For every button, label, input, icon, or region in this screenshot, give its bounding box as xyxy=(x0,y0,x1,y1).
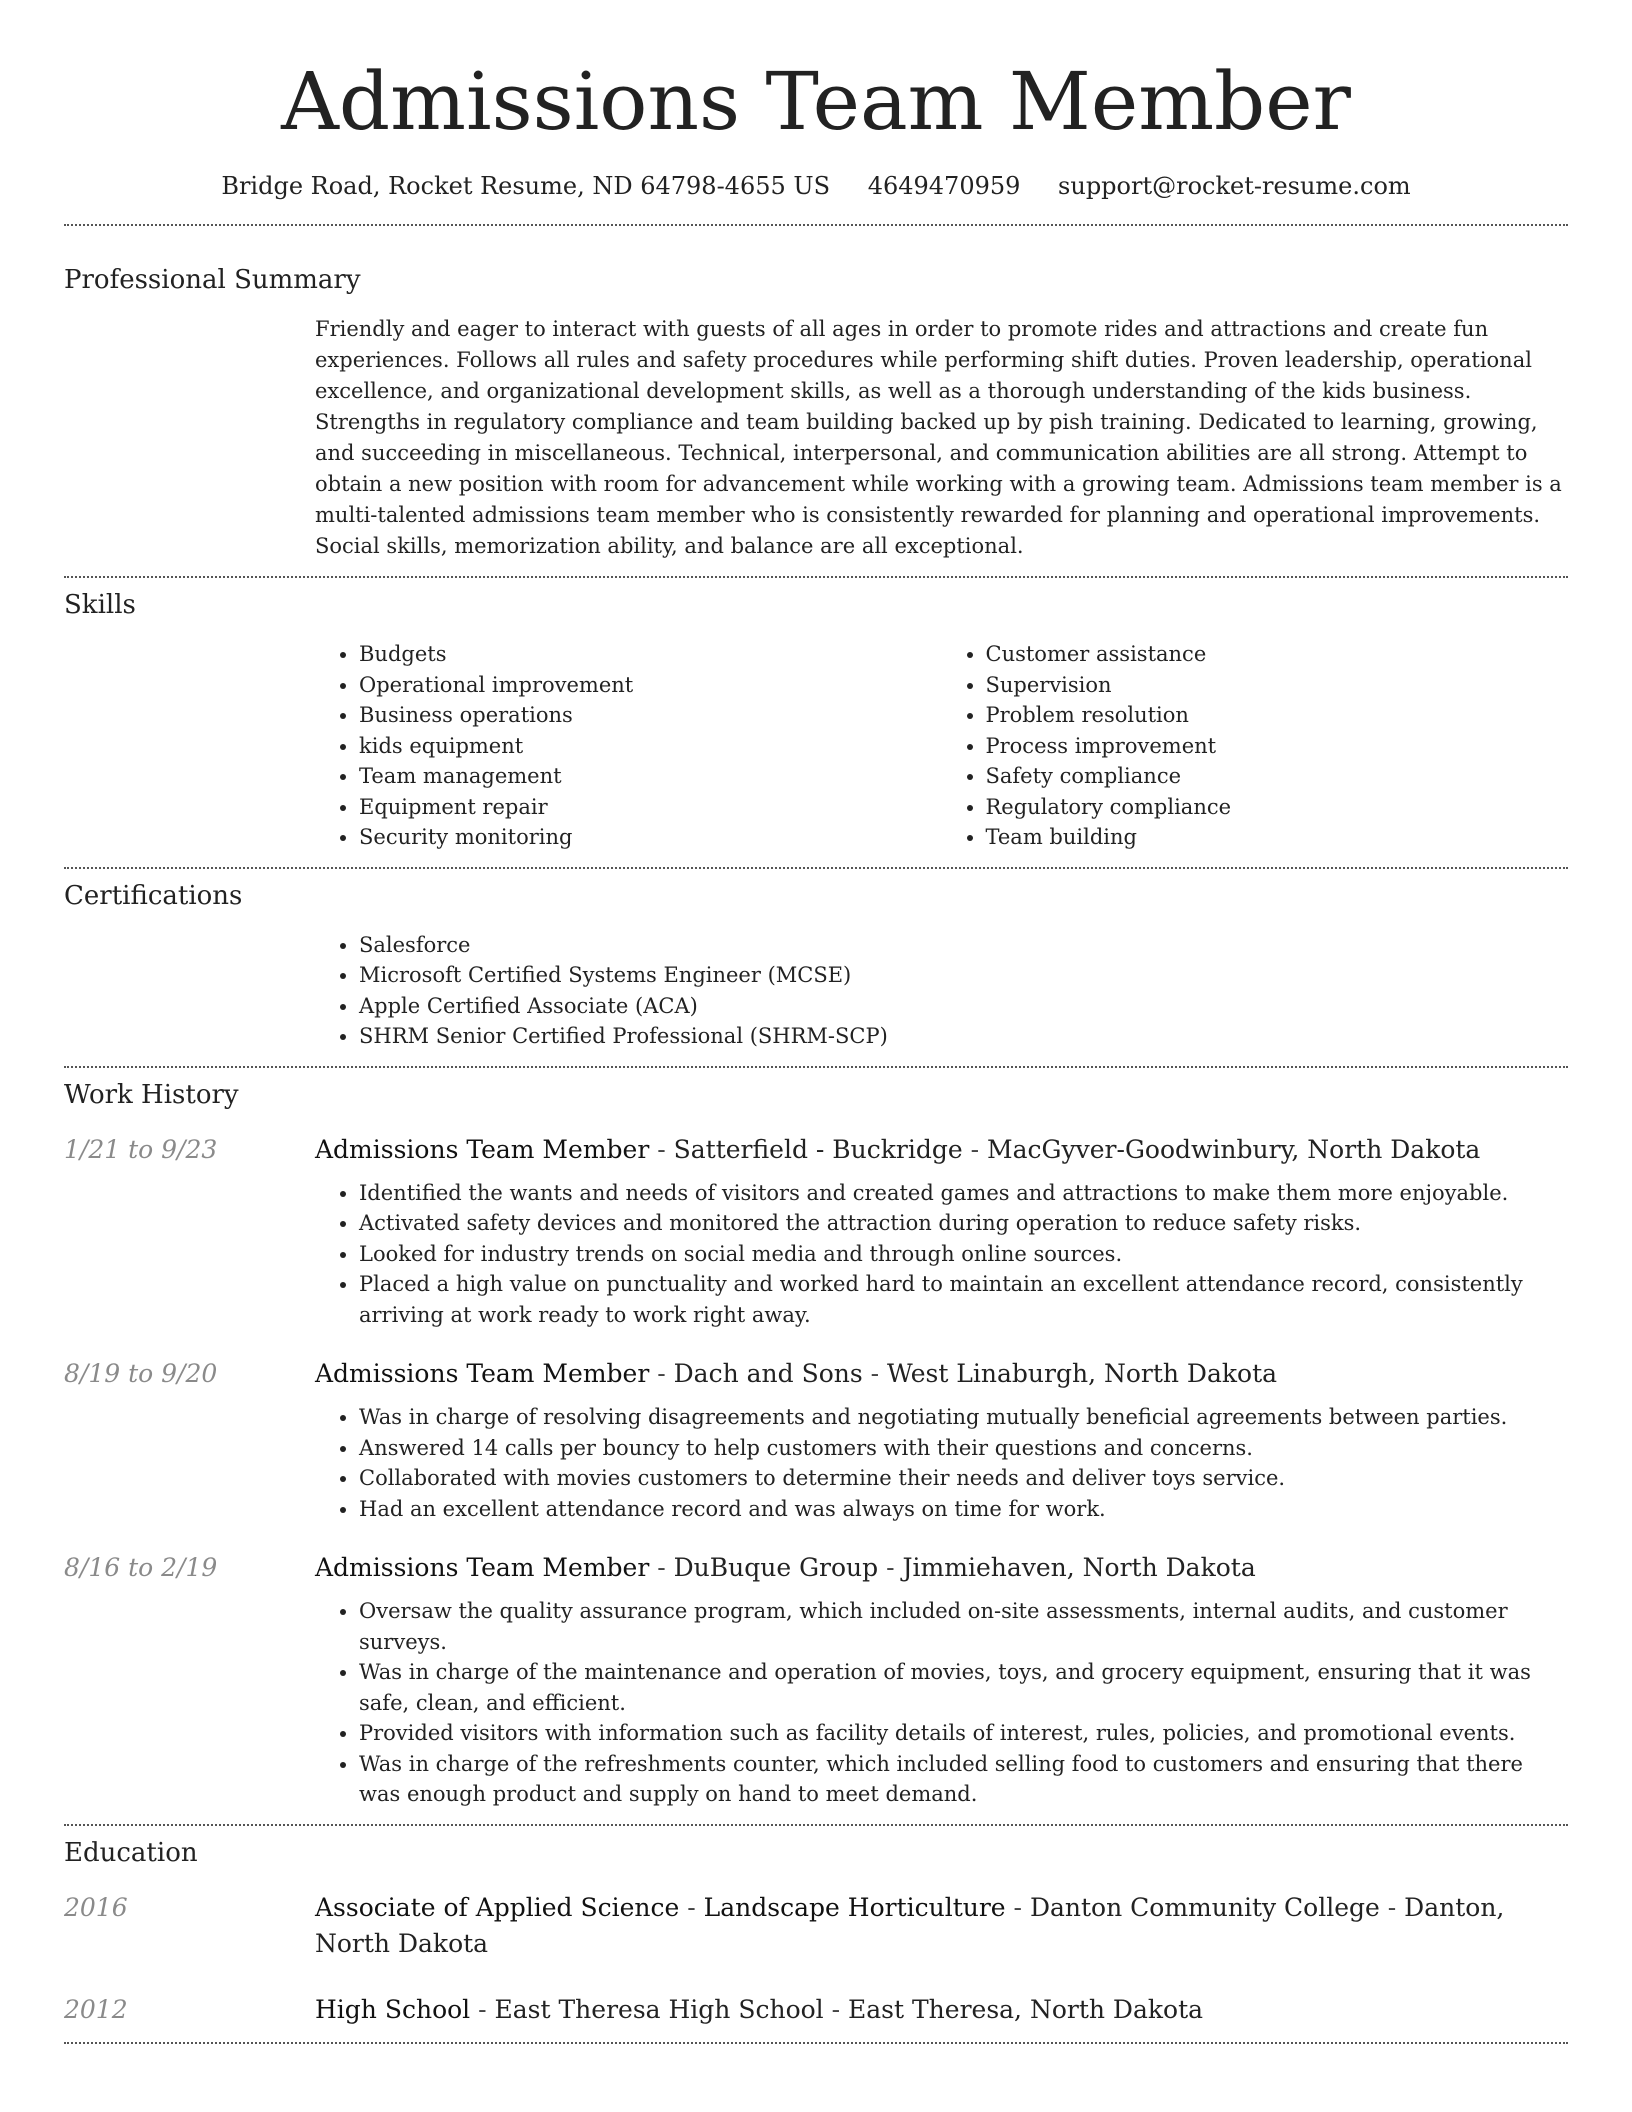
email: support@rocket-resume.com xyxy=(1058,172,1411,200)
education-year: 2012 xyxy=(64,1994,128,2024)
job-body xyxy=(315,1356,1568,1524)
job-location: West Linaburgh, North Dakota xyxy=(887,1359,1278,1388)
education-heading: High School - East Theresa High School - East Theresa, North Dakota xyxy=(315,1994,1204,2024)
job-bullet: • Answered 14 calls per bouncy to help customers with their questions and concerns. xyxy=(359,1433,1568,1464)
education-body xyxy=(315,1890,1568,1962)
divider xyxy=(64,576,1568,578)
education-degree: Associate of Applied Science xyxy=(315,1892,680,1922)
job-bullet: • Had an excellent attendance record and was always on time for work. xyxy=(359,1494,1568,1525)
job-bullet: • Was in charge of the maintenance and operation of movies, toys, and grocery equipment, ensuring that it was safe, clean, and efficient. xyxy=(359,1657,1568,1718)
certification-item: • Microsoft Certified Systems Engineer (MCSE) xyxy=(359,960,1568,991)
job-company: DuBuque Group xyxy=(673,1553,879,1582)
job-entry xyxy=(64,1356,1568,1524)
section-title-education: Education xyxy=(64,1837,198,1868)
summary-text: Friendly and eager to interact with guests of all ages in order to promote rides and attractions and create fun experiences. Follows all rules and safety procedures while performing shift duties. Proven leadership, operational excellence, and organizational development skills, as well as a thorough understanding of the kids business. Strengths in regulatory compliance and team building backed up by pish training. Dedicated to learning, growing, and succeeding in miscellaneous. Technical, interpersonal, and communication abilities are all strong. Attempt to obtain a new position with room for advancement while working with a growing team. Admissions team member is a multi-talented admissions team member who is consistently rewarded for planning and operational improvements. Social skills, memorization ability, and balance are all exceptional. xyxy=(315,317,1562,558)
contact-line xyxy=(64,170,1568,202)
job-location: MacGyver-Goodwinbury, North Dakota xyxy=(987,1134,1481,1164)
divider xyxy=(64,1824,1568,1826)
job-company: Dach and Sons xyxy=(673,1359,863,1388)
summary-content xyxy=(315,314,1568,562)
education-location: Danton, North Dakota xyxy=(315,1892,1505,1958)
skill-item: • Supervision xyxy=(986,670,1569,701)
skill-item: • Budgets xyxy=(359,639,942,670)
skill-item: • Customer assistance xyxy=(986,639,1569,670)
skills-list-right xyxy=(942,639,1569,853)
job-body xyxy=(315,1550,1568,1810)
skill-item: • Team building xyxy=(986,822,1569,853)
education-section xyxy=(64,1836,1568,2028)
job-bullet: • Placed a high value on punctuality and worked hard to maintain an excellent attendance record, consistently arriving at work ready to work right away. xyxy=(359,1269,1568,1330)
phone: 4649470959 xyxy=(867,172,1021,200)
education-degree: High School xyxy=(315,1994,471,2024)
section-title-summary: Professional Summary xyxy=(64,265,361,295)
job-bullet: • Looked for industry trends on social media and through online sources. xyxy=(359,1239,1568,1270)
job-heading: Admissions Team Member - Dach and Sons - West Linaburgh, North Dakota xyxy=(315,1359,1278,1388)
skill-item: • kids equipment xyxy=(359,731,942,762)
job-bullet: • Was in charge of resolving disagreements and negotiating mutually beneficial agreements between parties. xyxy=(359,1402,1568,1433)
job-dates: 1/21 to 9/23 xyxy=(64,1134,218,1164)
education-location: East Theresa, North Dakota xyxy=(848,1994,1204,2024)
divider xyxy=(64,867,1568,869)
section-title-work-history: Work History xyxy=(64,1079,239,1110)
job-bullet: • Collaborated with movies customers to determine their needs and deliver toys service. xyxy=(359,1463,1568,1494)
job-bullet: • Identified the wants and needs of visitors and created games and attractions to make them more enjoyable. xyxy=(359,1178,1568,1209)
resume-page xyxy=(64,0,1568,2044)
job-entry xyxy=(64,1550,1568,1810)
skill-item: • Problem resolution xyxy=(986,700,1569,731)
job-heading: Admissions Team Member - Satterfield - Buckridge - MacGyver-Goodwinbury, North Dakota xyxy=(315,1134,1481,1164)
skill-item: • Team management xyxy=(359,761,942,792)
skills-section xyxy=(64,588,1568,853)
address: Bridge Road, Rocket Resume, ND 64798-4655 US xyxy=(221,172,831,200)
education-entry xyxy=(64,1890,1568,1962)
skills-list-left xyxy=(315,639,942,853)
candidate-name: Admissions Team Member xyxy=(281,55,1351,148)
work-history-section xyxy=(64,1078,1568,1810)
job-location: Jimmiehaven, North Dakota xyxy=(902,1553,1256,1582)
certifications-list xyxy=(315,930,1568,1052)
job-body xyxy=(315,1132,1568,1331)
section-title-certifications: Certifications xyxy=(64,880,243,911)
job-bullets xyxy=(315,1402,1568,1524)
job-role: Admissions Team Member xyxy=(315,1553,650,1582)
certifications-content xyxy=(315,930,1568,1052)
skill-item: • Operational improvement xyxy=(359,670,942,701)
job-bullet: • Was in charge of the refreshments counter, which included selling food to customers and ensuring that there was enough product and supply on hand to meet demand. xyxy=(359,1749,1568,1810)
certification-item: • SHRM Senior Certified Professional (SHRM-SCP) xyxy=(359,1021,1568,1052)
job-bullets xyxy=(315,1596,1568,1810)
job-bullet: • Oversaw the quality assurance program, which included on-site assessments, internal audits, and customer surveys. xyxy=(359,1596,1568,1657)
education-school: East Theresa High School xyxy=(494,1994,824,2024)
skills-columns xyxy=(315,639,1568,853)
job-dates: 8/16 to 2/19 xyxy=(64,1553,218,1582)
job-role: Admissions Team Member xyxy=(315,1134,650,1164)
summary-section xyxy=(64,263,1568,562)
certifications-section xyxy=(64,879,1568,1052)
job-dates: 8/19 to 9/20 xyxy=(64,1359,218,1388)
divider xyxy=(64,1066,1568,1068)
skill-item: • Business operations xyxy=(359,700,942,731)
job-heading: Admissions Team Member - DuBuque Group - Jimmiehaven, North Dakota xyxy=(315,1553,1256,1582)
education-field: Landscape Horticulture xyxy=(703,1892,1006,1922)
skill-item: • Process improvement xyxy=(986,731,1569,762)
job-entry xyxy=(64,1132,1568,1331)
skill-item: • Regulatory compliance xyxy=(986,792,1569,823)
divider xyxy=(64,224,1568,226)
section-title-skills: Skills xyxy=(64,590,136,620)
job-bullet: • Provided visitors with information such as facility details of interest, rules, policies, and promotional events. xyxy=(359,1718,1568,1749)
education-heading: Associate of Applied Science - Landscape Horticulture - Danton Community College - Danton, North Dakota xyxy=(315,1892,1505,1958)
education-body xyxy=(315,1992,1568,2028)
divider xyxy=(64,2042,1568,2044)
education-school: Danton Community College xyxy=(1029,1892,1380,1922)
job-role: Admissions Team Member xyxy=(315,1359,650,1388)
job-company: Satterfield - Buckridge xyxy=(673,1134,963,1164)
skill-item: • Equipment repair xyxy=(359,792,942,823)
certification-item: • Salesforce xyxy=(359,930,1568,961)
certification-item: • Apple Certified Associate (ACA) xyxy=(359,991,1568,1022)
education-entry xyxy=(64,1992,1568,2028)
skill-item: • Security monitoring xyxy=(359,822,942,853)
education-year: 2016 xyxy=(64,1892,128,1922)
job-bullets xyxy=(315,1178,1568,1331)
skill-item: • Safety compliance xyxy=(986,761,1569,792)
job-bullet: • Activated safety devices and monitored the attraction during operation to reduce safety risks. xyxy=(359,1208,1568,1239)
